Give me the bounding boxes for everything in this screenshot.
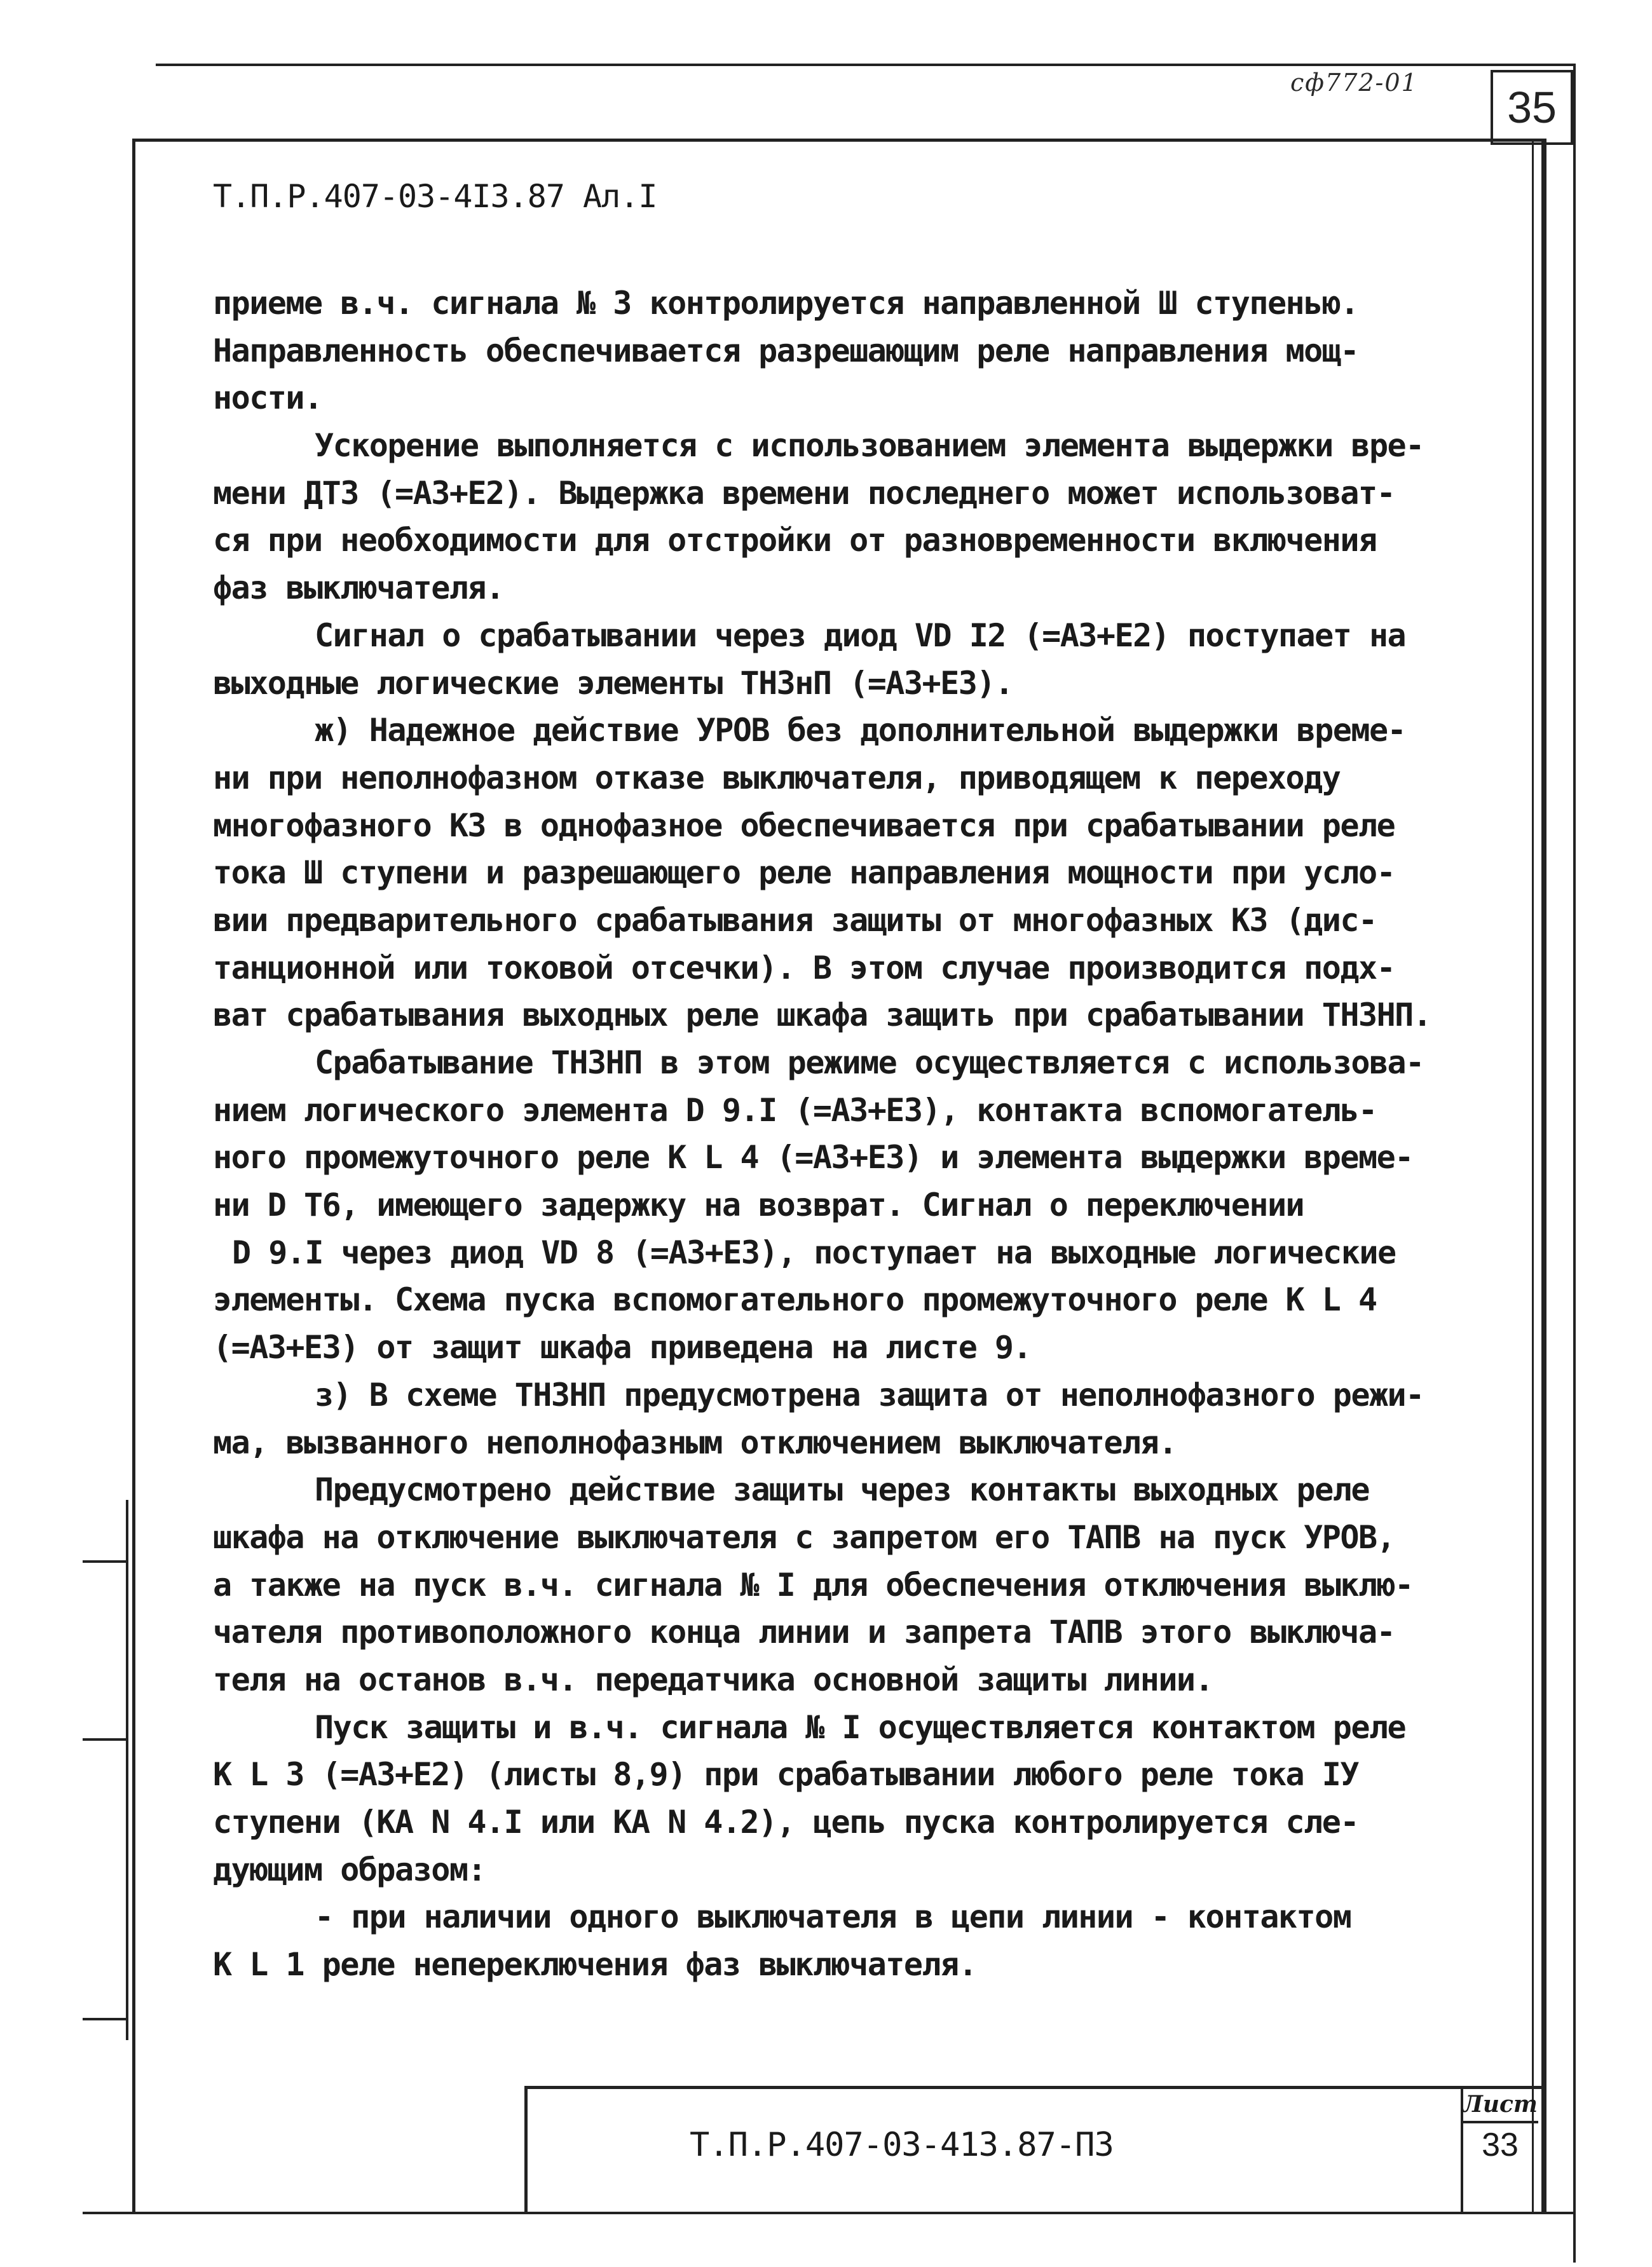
body-line: а также на пуск в.ч. сигнала № I для обеспечения отключения выклю-	[213, 1566, 1413, 1603]
corner-page-number: 35	[1491, 70, 1573, 145]
body-line: - при наличии одного выключателя в цепи линии - контактом	[315, 1898, 1351, 1936]
body-line: ни при неполнофазном отказе выключателя, приводящем к переходу	[213, 759, 1341, 796]
body-line: танционной или токовой отсечки). В этом случае производится подх-	[213, 949, 1395, 986]
body-line: многофазного КЗ в однофазное обеспечивается при срабатывании реле	[213, 807, 1395, 844]
body-line: приеме в.ч. сигнала № 3 контролируется направленной Ш ступенью.	[213, 285, 1358, 322]
body-line: (=А3+Е3) от защит шкафа приведена на листе 9.	[213, 1329, 1032, 1366]
body-line: Направленность обеспечивается разрешающим реле направления мощ-	[213, 332, 1358, 369]
body-line: Предусмотрено действие защиты через контакты выходных реле	[315, 1471, 1369, 1509]
body-line: К L 1 реле непереключения фаз выключателя.	[213, 1946, 977, 1984]
body-line: ма, вызванного неполнофазным отключением выключателя.	[213, 1424, 1177, 1461]
body-line: фаз выключателя.	[213, 569, 504, 607]
bottom-border-line	[83, 2212, 1573, 2214]
body-line: Сигнал о срабатывании через диод VD I2 (=А3+Е2) поступает на	[315, 616, 1406, 654]
title-block-document-code: Т.П.Р.407-03-413.87-ПЗ	[690, 2126, 1114, 2164]
sheet-label: Лист	[1462, 2088, 1538, 2123]
margin-revision-tick	[83, 1738, 127, 1741]
outer-right-border	[1573, 64, 1576, 2263]
body-line: нием логического элемента D 9.I (=А3+Е3), контакта вспомогатель-	[213, 1091, 1377, 1129]
body-line: D 9.I через диод VD 8 (=А3+Е3), поступает на выходные логические	[232, 1234, 1396, 1271]
body-line: чателя противоположного конца линии и запрета ТАПВ этого выключа-	[213, 1614, 1395, 1651]
body-line: К L 3 (=А3+Е2) (листы 8,9) при срабатывании любого реле тока IУ	[213, 1756, 1358, 1794]
body-line: Ускорение выполняется с использованием элемента выдержки вре-	[315, 427, 1424, 465]
body-line: Пуск защиты и в.ч. сигнала № I осуществляется контактом реле	[315, 1708, 1406, 1746]
body-line: теля на останов в.ч. передатчика основной защиты линии.	[213, 1661, 1213, 1698]
handwritten-note: сф772-01	[1290, 69, 1418, 97]
body-line: элементы. Схема пуска вспомогательного промежуточного реле К L 4	[213, 1281, 1377, 1319]
body-text	[213, 280, 1519, 1989]
body-line: Срабатывание ТНЗНП в этом режиме осуществляется с использова-	[315, 1044, 1424, 1081]
body-line: шкафа на отключение выключателя с запретом его ТАПВ на пуск УРОВ,	[213, 1518, 1395, 1556]
body-line: мени ДТЗ (=А3+Е2). Выдержка времени последнего может использоват-	[213, 474, 1395, 512]
body-line: выходные логические элементы ТНЗнП (=А3+Е3).	[213, 664, 1013, 702]
body-line: з) В схеме ТНЗНП предусмотрена защита от неполнофазного режи-	[315, 1376, 1424, 1413]
document-header-reference: Т.П.Р.407-03-4I3.87 Ал.I	[213, 178, 657, 215]
body-line: ж) Надежное действие УРОВ без дополнительной выдержки време-	[315, 712, 1406, 749]
body-line: вии предварительного срабатывания защиты от многофазных КЗ (дис-	[213, 901, 1377, 939]
body-line: ности.	[213, 379, 322, 417]
margin-revision-tick	[83, 1560, 127, 1563]
body-line: ного промежуточного реле К L 4 (=А3+Е3) и элемента выдержки време-	[213, 1139, 1413, 1176]
body-line: ступени (КА N 4.I или КА N 4.2), цепь пуска контролируется сле-	[213, 1804, 1358, 1841]
body-line: ся при необходимости для отстройки от разновременности включения	[213, 522, 1377, 559]
body-line: ват срабатывания выходных реле шкафа защить при срабатывании ТНЗНП.	[213, 997, 1431, 1034]
margin-revision-bar	[126, 1500, 128, 2040]
margin-revision-tick	[83, 2018, 127, 2020]
body-line: ни D Т6, имеющего задержку на возврат. Сигнал о переключении	[213, 1187, 1304, 1224]
body-line: дующим образом:	[213, 1851, 486, 1888]
top-border-line	[156, 64, 1573, 66]
body-line: тока Ш ступени и разрешающего реле направления мощности при усло-	[213, 854, 1395, 892]
drawing-frame-inner-right	[1532, 139, 1534, 2212]
sheet-number: 33	[1482, 2127, 1519, 2163]
